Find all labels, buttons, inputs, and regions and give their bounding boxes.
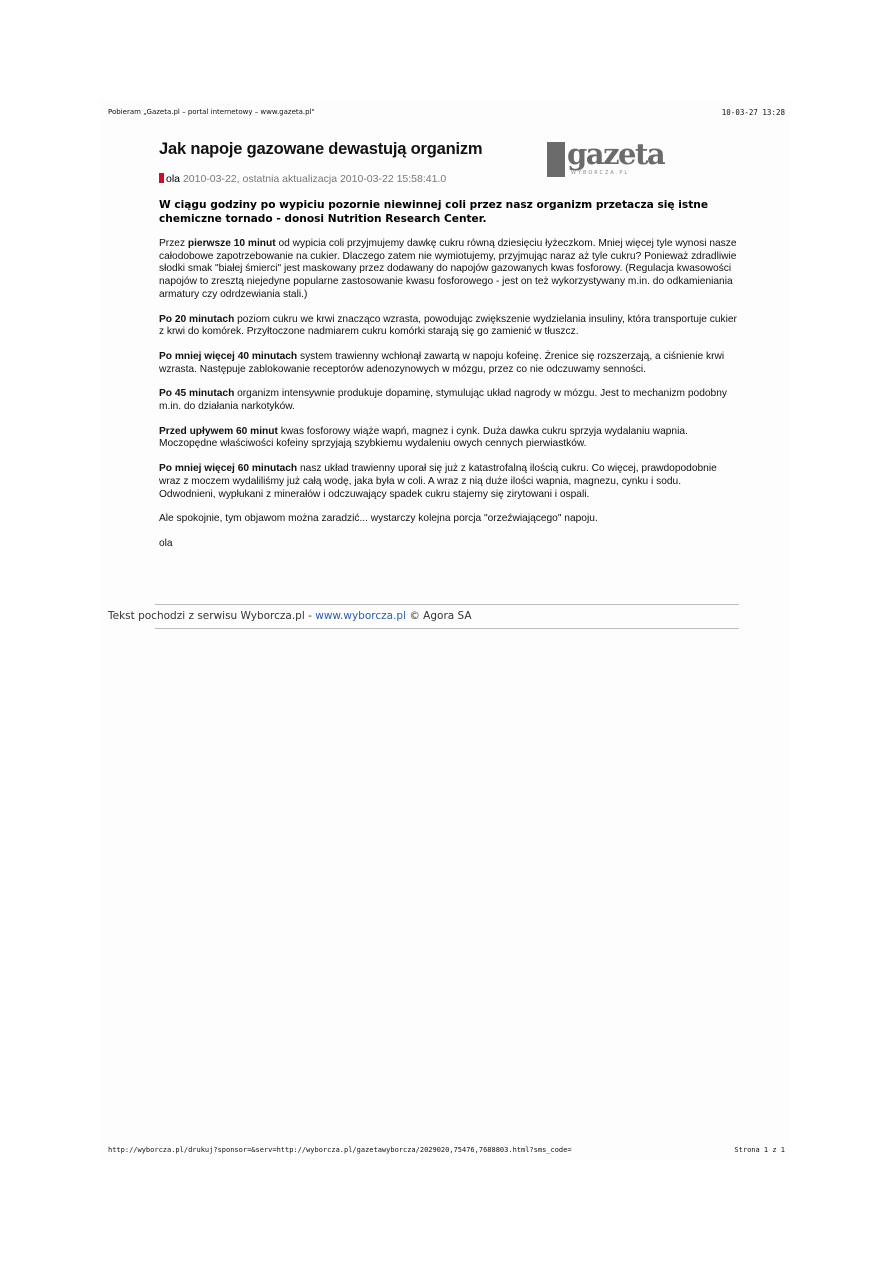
paragraph: Po 45 minutach organizm intensywnie produkuje dopaminę, stymulując układ nagrody w mózgu. Jest to mechanizm podobny m.in. do działania narkotyków. [159, 388, 727, 413]
gazeta-logo [547, 137, 665, 181]
logo-subtitle: WYBORCZA.PL [571, 170, 630, 176]
author-marker-icon [159, 173, 164, 183]
print-footer-page-number: Strona 1 z 1 [734, 1146, 785, 1154]
divider [155, 628, 739, 629]
print-footer-url: http://wyborcza.pl/drukuj?sponsor=&serv=http://wyborcza.pl/gazetawyborcza/2029020,75476,7688803.html?sms_code= [108, 1146, 572, 1154]
logo-bar-icon [547, 142, 565, 177]
author-name: ola [166, 173, 181, 185]
signature: ola [159, 537, 173, 549]
paragraph: Po mniej więcej 40 minutach system trawienny wchłonął zawartą w napoju kofeinę. Źrenice się rozszerzają, a ciśnienie krwi wzrasta. Następuje zablokowanie receptorów adenozynowych w mózgu, przez co nie odczuwamy senności. [159, 350, 725, 375]
article-dates: 2010-03-22, ostatnia aktualizacja 2010-03-22 15:58:41.0 [182, 173, 447, 185]
paragraph: Ale spokojnie, tym objawom można zaradzić... wystarczy kolejna porcja "orzeźwiającego" napoju. [159, 513, 598, 525]
logo-wordmark: gazeta [567, 137, 665, 171]
article-lead: W ciągu godziny po wypiciu pozornie niewinnej coli przez nasz organizm przetacza się istne chemiczne tornado - donosi Nutrition Research Center. [159, 199, 709, 225]
article-meta [159, 173, 446, 185]
print-header-title: Pobieram „Gazeta.pl – portal internetowy – www.gazeta.pl" [108, 108, 315, 116]
source-credit: Tekst pochodzi z serwisu Wyborcza.pl - www.wyborcza.pl © Agora SA [108, 610, 472, 622]
article-body [159, 238, 739, 563]
paragraph: Przez pierwsze 10 minut od wypicia coli przyjmujemy dawkę cukru równą dziesięciu łyżeczkom. Mniej więcej tyle wynosi nasze całodobowe zapotrzebowanie na cukier. Dlaczego zatem nie wymiotujemy, przyjmując naraz aż tyle cukru? Ponieważ zdradliwie słodki smak "białej śmierci" jest maskowany przez dodawany do napojów gazowanych kwas fosforowy. (Regulacja kwasowości napojów to zresztą niejedyne popularne zastosowanie kwasu fosforowego - jest on też wykorzystywany m.in. do odkamieniania armatury czy odrdzewiania stali.) [159, 238, 737, 300]
divider [155, 604, 739, 605]
article-title: Jak napoje gazowane dewastują organizm [159, 140, 483, 158]
paragraph: Po mniej więcej 60 minutach nasz układ trawienny uporał się już z katastrofalną ilością cukru. Co więcej, prawdopodobnie wraz z moczem wydaliliśmy już całą wodę, jaka była w coli. A wraz z nią duże ilości wapnia, magnezu, cynku i sodu. Odwodnieni, wypłukani z minerałów i odczuwający spadek cukru stajemy się zirytowani i ospali. [159, 463, 717, 500]
source-link[interactable]: www.wyborcza.pl [315, 610, 406, 622]
paragraph: Po 20 minutach poziom cukru we krwi znacząco wzrasta, powodując zwiększenie wydzielania insuliny, która transportuje cukier z krwi do komórek. Przyłtoczone nadmiarem cukru komórki starają się go zamienić w tłuszcz. [159, 313, 737, 338]
print-header-datetime: 10-03-27 13:28 [721, 108, 785, 117]
paragraph: Przed upływem 60 minut kwas fosforowy wiąże wapń, magnez i cynk. Duża dawka cukru sprzyja wydalaniu wapnia. Moczopędne właściwości kofeiny sprzyjają szybkiemu wydaleniu owych cennych pierwiastków. [159, 425, 688, 450]
